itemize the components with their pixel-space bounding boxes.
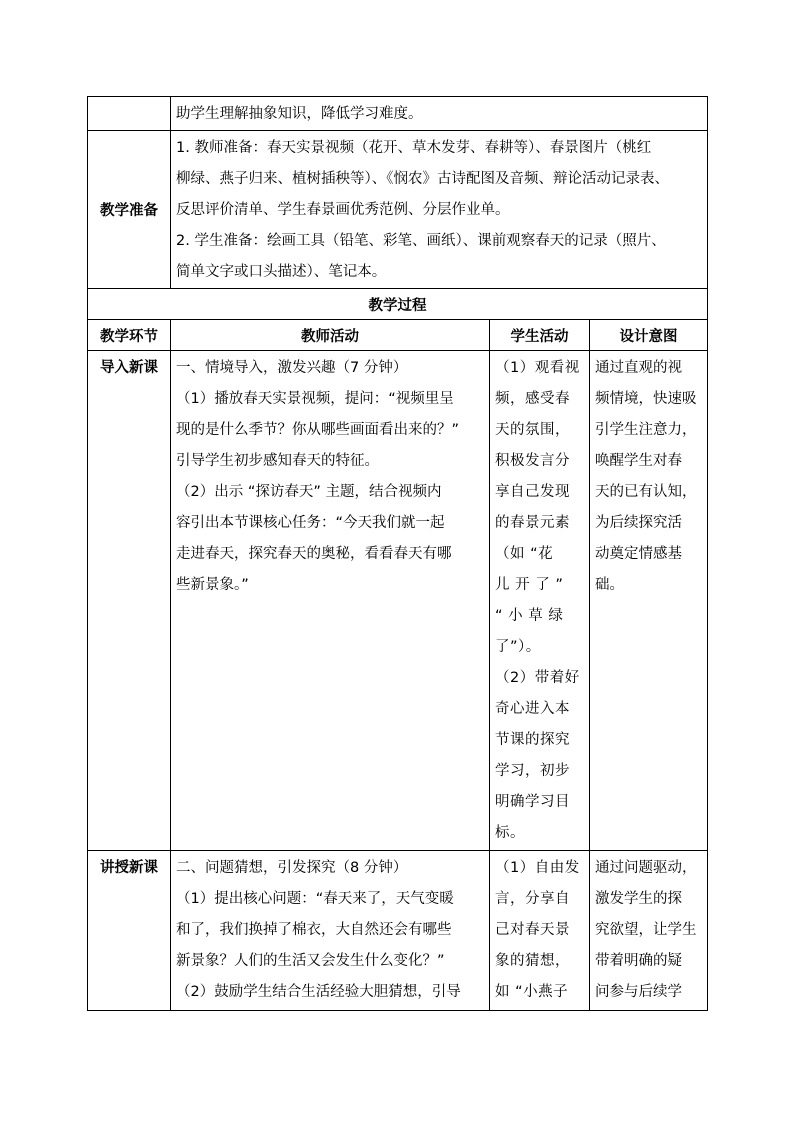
teacher-line: 二、问题猜想，引发探究（8 分钟） <box>176 860 408 876</box>
header-row <box>88 320 708 351</box>
teacher-line: 一、情境导入，激发兴趣（7 分钟） <box>176 360 408 376</box>
teacher-line: （2）出示 “探访春天” 主题，结合视频内 <box>176 484 442 500</box>
teacher-line: （2）鼓励学生结合生活经验大胆猜想，引导 <box>176 984 461 1000</box>
intent-line: 通过直观的视 <box>595 360 682 376</box>
student-line: 儿 开 了 ” <box>495 577 564 593</box>
process-title-row <box>88 289 708 320</box>
teacher-line: 容引出本节课核心任务：“今天我们就一起 <box>176 515 445 531</box>
teacher-line: 新景象？人们的生活又会发生什么变化？” <box>176 953 445 969</box>
student-line: 享自己发现 <box>495 484 570 500</box>
continuation-text: 助学生理解抽象知识，降低学习难度。 <box>176 106 423 122</box>
preparation-line: 1. 教师准备：春天实景视频（花开、草木发芽、春耕等）、春景图片（桃红 <box>176 140 652 156</box>
student-line: 言，分享自 <box>495 891 570 907</box>
student-line: “ 小 草 绿 <box>495 608 564 624</box>
intent-line: 动奠定情感基 <box>595 546 682 562</box>
student-line: 如 “小燕子 <box>495 984 569 1000</box>
intent-line: 为后续探究活 <box>595 515 682 531</box>
stage-label <box>88 851 171 1011</box>
teacher-line: 些新景象。” <box>176 577 249 593</box>
intent-line: 通过问题驱动， <box>595 860 697 876</box>
stage-row-new-lesson <box>88 851 708 1011</box>
teacher-line: （1）提出核心问题：“春天来了，天气变暖 <box>176 891 454 907</box>
student-activity-cell <box>490 851 590 1011</box>
intent-line: 带着明确的疑 <box>595 953 682 969</box>
student-line: （2）带着好 <box>495 670 580 686</box>
student-line: 频，感受春 <box>495 391 570 407</box>
student-line: （1）自由发 <box>495 860 580 876</box>
student-line: 积极发言分 <box>495 453 570 469</box>
student-line: 象的猜想， <box>495 953 570 969</box>
student-line: 节课的探究 <box>495 732 570 748</box>
preparation-line: 2. 学生准备：绘画工具（铅笔、彩笔、画纸）、课前观察春天的记录（照片、 <box>176 233 666 249</box>
header-intent: 设计意图 <box>590 320 708 351</box>
teacher-line: （1）播放春天实景视频，提问：“视频里呈 <box>176 391 454 407</box>
preparation-row <box>88 131 708 289</box>
preparation-line: 简单文字或口头描述）、笔记本。 <box>176 264 387 280</box>
teacher-line: 走进春天，探究春天的奥秘，看看春天有哪 <box>176 546 452 562</box>
student-line: 明确学习目 <box>495 794 570 810</box>
continuation-row <box>88 97 708 131</box>
stage-label-text: 导入新课 <box>100 360 158 376</box>
student-line: 了”）。 <box>495 639 541 655</box>
intent-line: 天的已有认知， <box>595 484 697 500</box>
preparation-line: 柳绿、燕子归来、植树插秧等）、《悯农》古诗配图及音频、辩论活动记录表、 <box>176 171 669 187</box>
intent-line: 频情境，快速吸 <box>595 391 697 407</box>
student-line: 标。 <box>495 825 525 841</box>
header-teacher: 教师活动 <box>171 320 490 351</box>
intent-line: 激发学生的探 <box>595 891 682 907</box>
stage-label-text: 讲授新课 <box>100 860 158 876</box>
teacher-activity-cell <box>171 351 490 851</box>
continuation-cell <box>171 97 708 131</box>
intent-line: 础。 <box>595 577 624 593</box>
student-line: 天的氛围， <box>495 422 570 438</box>
intent-line: 引学生注意力， <box>595 422 697 438</box>
student-line: （如 “花 <box>495 546 554 562</box>
student-line: 学习，初步 <box>495 763 570 779</box>
design-intent-cell <box>590 351 708 851</box>
stage-row-intro <box>88 351 708 851</box>
lesson-plan-table <box>87 96 708 1011</box>
teacher-line: 和了，我们换掉了棉衣，大自然还会有哪些 <box>176 922 452 938</box>
process-title: 教学过程 <box>88 289 708 320</box>
teacher-line: 引导学生初步感知春天的特征。 <box>176 453 379 469</box>
student-line: 的春景元素 <box>495 515 570 531</box>
preparation-line: 反思评价清单、学生春景画优秀范例、分层作业单。 <box>176 202 510 218</box>
stage-label <box>88 351 171 851</box>
student-line: 己对春天景 <box>495 922 570 938</box>
preparation-label: 教学准备 <box>88 131 171 289</box>
student-line: （1）观看视 <box>495 360 580 376</box>
header-stage: 教学环节 <box>88 320 171 351</box>
student-line: 奇心进入本 <box>495 701 570 717</box>
continuation-label-cell <box>88 97 171 131</box>
intent-line: 问参与后续学 <box>595 984 682 1000</box>
header-student: 学生活动 <box>490 320 590 351</box>
design-intent-cell <box>590 851 708 1011</box>
intent-line: 唤醒学生对春 <box>595 453 682 469</box>
student-activity-cell <box>490 351 590 851</box>
preparation-content <box>171 131 708 289</box>
teacher-line: 现的是什么季节？你从哪些画面看出来的？” <box>176 422 460 438</box>
intent-line: 究欲望，让学生 <box>595 922 697 938</box>
teacher-activity-cell <box>171 851 490 1011</box>
